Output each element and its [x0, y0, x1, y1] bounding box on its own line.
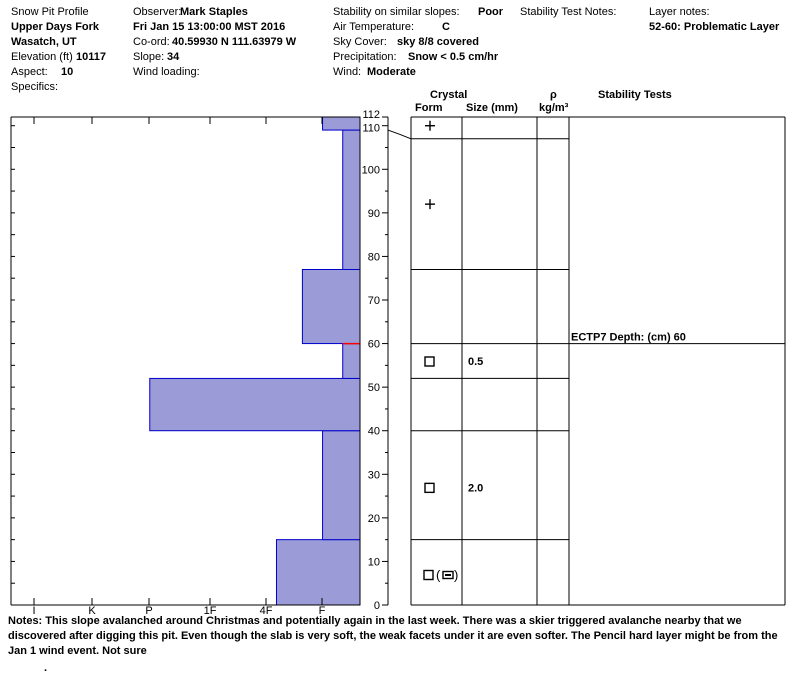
depth-label: 70 — [367, 295, 380, 307]
observer-label: Observer: — [133, 6, 182, 18]
density-symbol: ρ — [550, 89, 557, 101]
hardness-label: I — [32, 605, 36, 617]
depth-label: 90 — [367, 207, 380, 220]
depth-label: 112 — [362, 109, 380, 121]
crystal-size-label: 2.0 — [468, 482, 484, 495]
surface-connector — [388, 130, 411, 139]
precip-value: Snow < 0.5 cm/hr — [408, 51, 499, 63]
stability-notes-label: Stability Test Notes: — [520, 6, 617, 18]
precip-label: Precipitation: — [333, 51, 397, 63]
hardness-bar — [343, 344, 360, 379]
crystal-size-label: 0.5 — [468, 356, 484, 368]
sky-label: Sky Cover: — [333, 36, 387, 48]
stability-label: Stability on similar slopes: — [333, 6, 460, 18]
notes-block — [8, 614, 783, 676]
depth-label: 40 — [367, 425, 380, 438]
hardness-bar — [323, 431, 360, 540]
wind-label: Wind: — [333, 66, 362, 78]
slope-label: Slope: — [133, 51, 165, 63]
notes-label: Notes: — [8, 615, 43, 627]
layer-notes-value: 52-60: Problematic Layer — [649, 21, 780, 33]
aspect-value: 10 — [61, 66, 74, 78]
hardness-label: K — [88, 605, 96, 617]
notes-trailer: . — [44, 662, 48, 674]
depth-label: 20 — [367, 512, 380, 525]
hardness-label: F — [318, 605, 326, 617]
depth-label: 30 — [367, 469, 380, 482]
size-header: Size (mm) — [466, 102, 518, 114]
coord-label: Co-ord: — [133, 36, 170, 48]
crystal-header: Crystal — [430, 89, 468, 101]
crystal-paren-close: ) — [454, 567, 459, 583]
crystal-facet-icon — [425, 357, 434, 366]
depth-label: 110 — [362, 122, 380, 135]
air-temp-label: Air Temperature: — [333, 21, 415, 33]
hardness-bar — [276, 540, 360, 605]
crystal-facet-icon — [424, 571, 433, 580]
elevation-label: Elevation (ft) — [11, 51, 73, 63]
layer-notes-label: Layer notes: — [649, 6, 710, 18]
depth-label: 100 — [361, 164, 380, 177]
hardness-bar — [302, 270, 360, 344]
notes-text: This slope avalanched around Christmas and potentially again in the last week. There was a skier triggered avalanche nearby that we discovered after digging this pit. Even though the slab is very soft, the weak facets under it are even softer. The Pencil hard layer might be from the Jan 1 wind event. Not sure — [8, 615, 778, 657]
elevation-value: 10117 — [76, 51, 106, 63]
stability-test-label: ECTP7 Depth: (cm) 60 — [571, 331, 686, 344]
hardness-label: P — [145, 605, 153, 617]
crystal-paren-open: ( — [436, 567, 441, 583]
air-temp-value: C — [442, 21, 450, 33]
hardness-label: 4F — [259, 605, 273, 617]
hardness-bar — [150, 378, 360, 430]
profile-title: Snow Pit Profile — [11, 6, 89, 18]
wind-loading-label: Wind loading: — [133, 66, 200, 78]
depth-label: 80 — [367, 251, 380, 264]
density-unit: kg/m³ — [539, 102, 569, 114]
pit-datetime: Fri Jan 15 13:00:00 MST 2016 — [133, 21, 286, 33]
depth-label: 50 — [367, 382, 380, 395]
hardness-bar — [343, 130, 360, 269]
hardness-bar — [323, 117, 360, 130]
observer-value: Mark Staples — [180, 6, 248, 18]
stability-value: Poor — [478, 6, 504, 18]
wind-value: Moderate — [367, 66, 416, 78]
sky-value: sky 8/8 covered — [397, 36, 479, 48]
specifics-label: Specifics: — [11, 81, 59, 93]
form-header: Form — [415, 102, 443, 114]
hardness-label: 1F — [203, 605, 217, 617]
crystal-facet-icon — [425, 483, 434, 492]
depth-label: 60 — [367, 338, 380, 351]
aspect-label: Aspect: — [11, 66, 48, 78]
depth-label: 10 — [367, 556, 380, 569]
depth-label: 0 — [373, 600, 380, 612]
stability-tests-header: Stability Tests — [598, 89, 672, 101]
location-name: Upper Days Fork — [11, 21, 100, 33]
slope-value: 34 — [167, 51, 180, 63]
region-name: Wasatch, UT — [11, 36, 77, 48]
coord-value: 40.59930 N 111.63979 W — [172, 36, 297, 48]
